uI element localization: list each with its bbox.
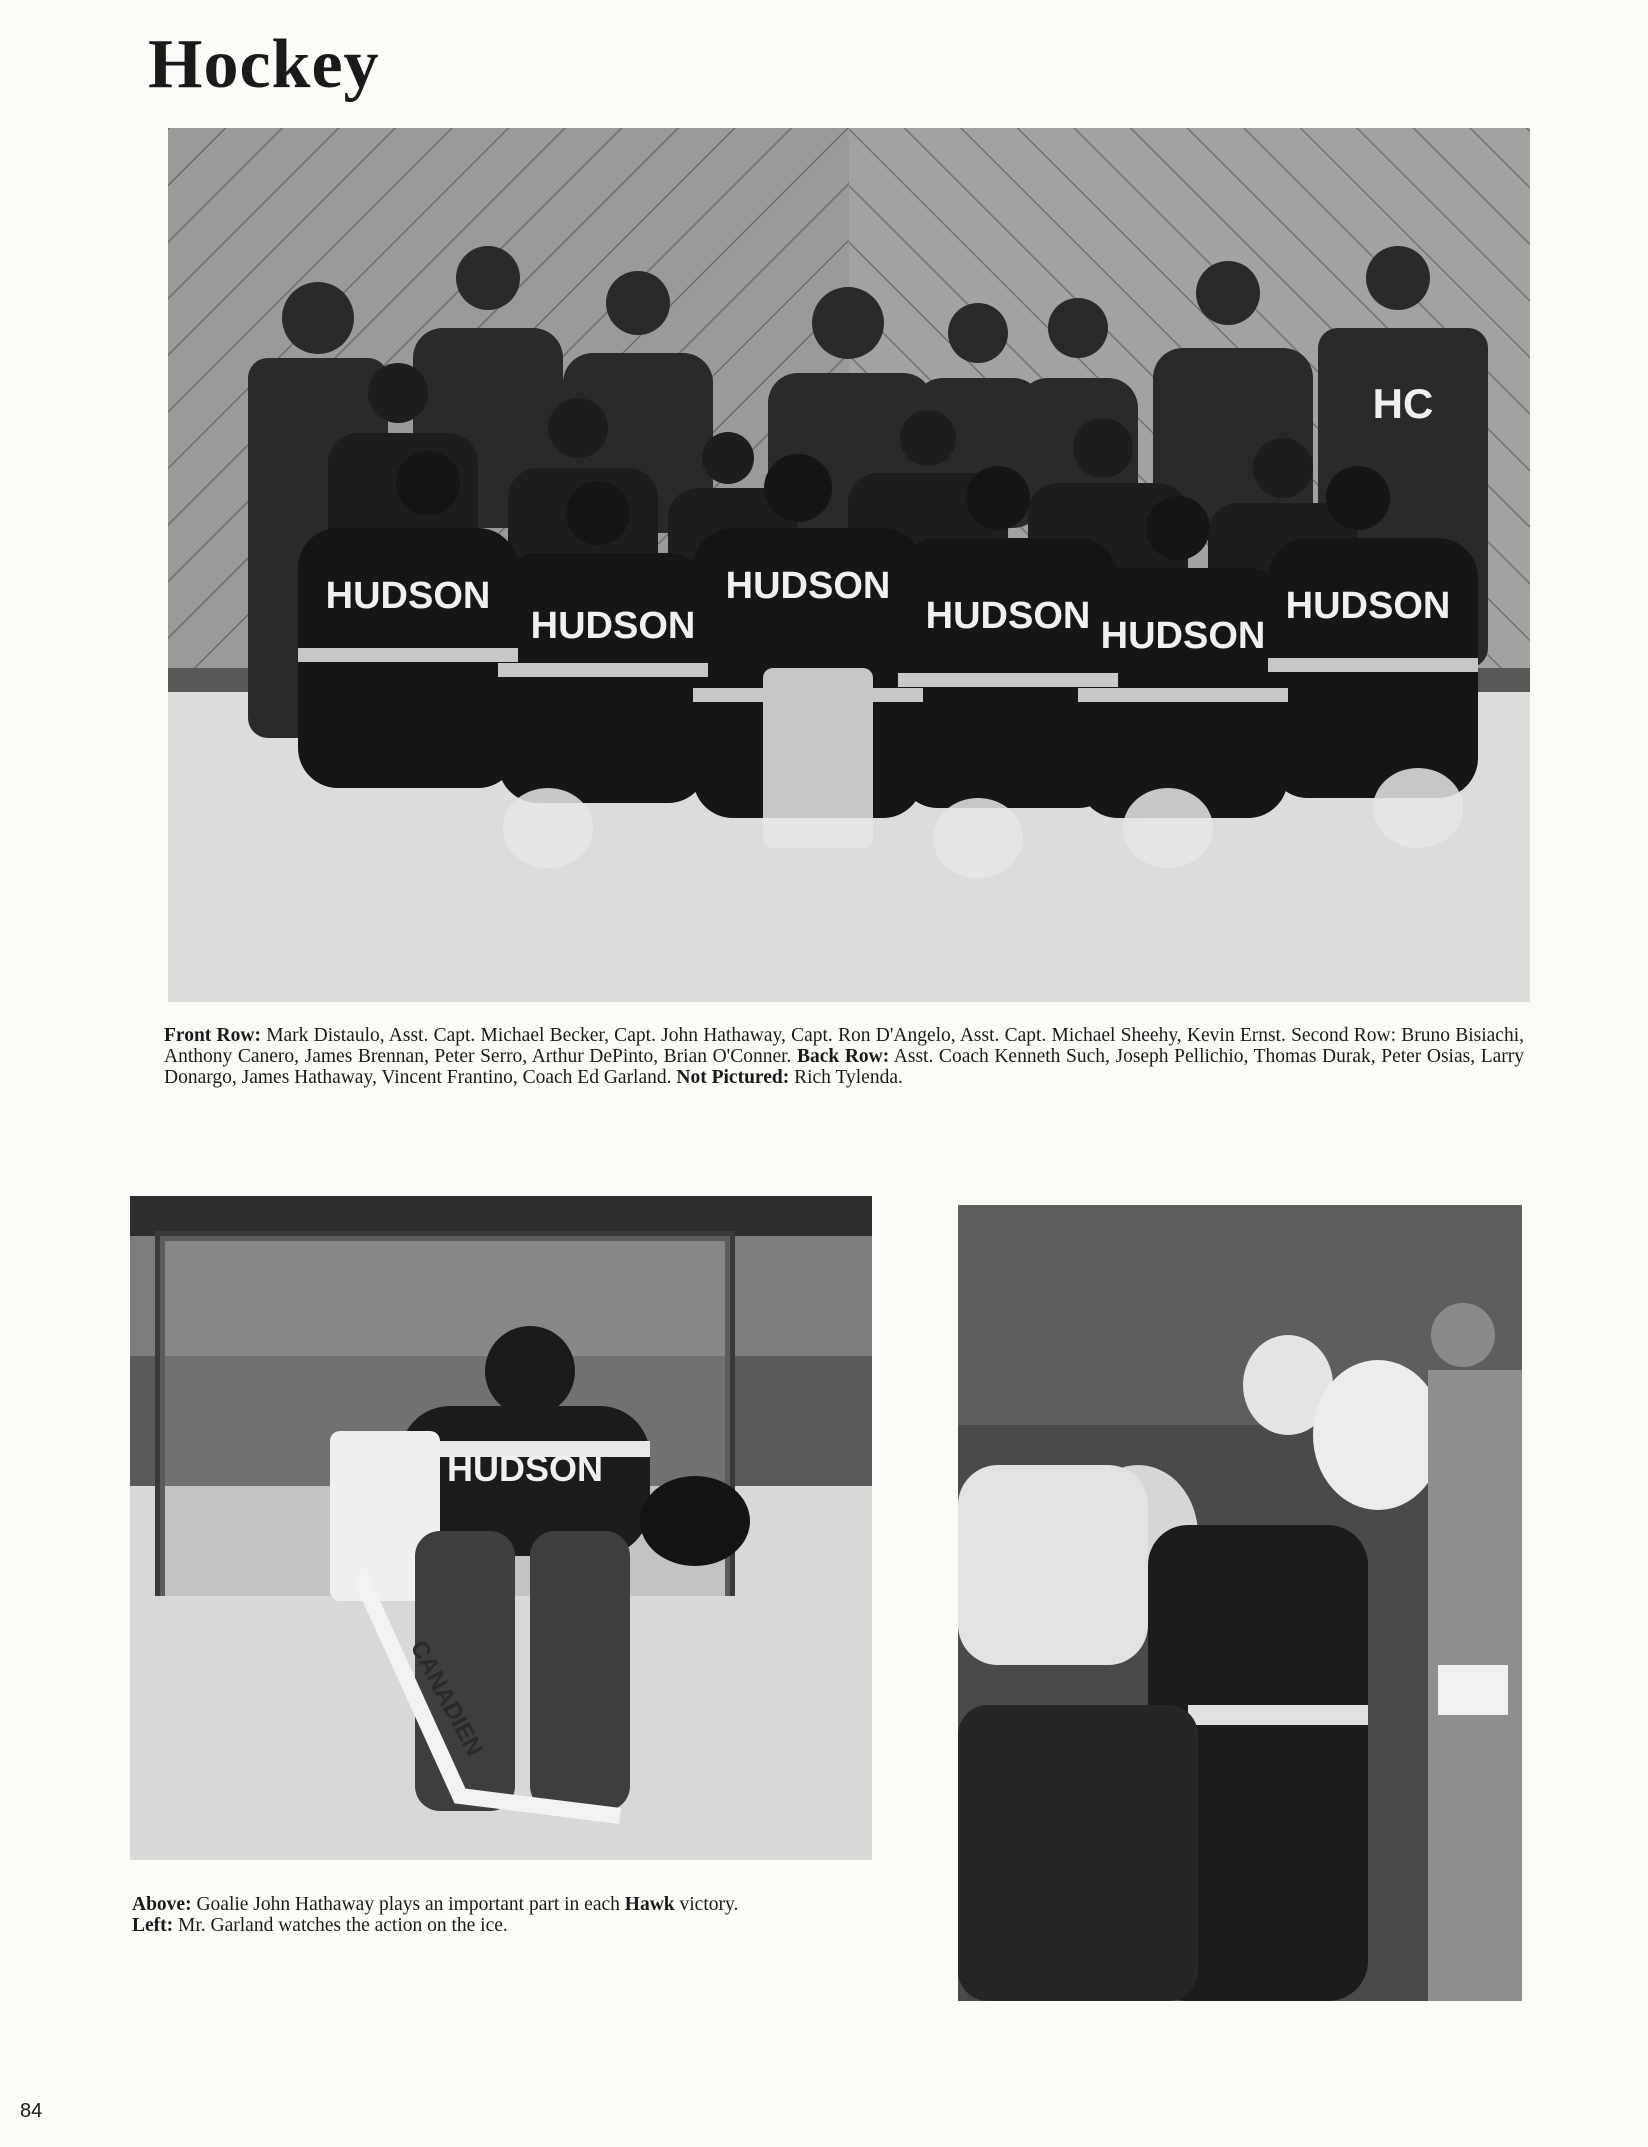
page-title: Hockey	[148, 26, 380, 103]
goalie-caption	[132, 1894, 874, 1936]
above-text: Goalie John Hathaway plays an important part in each	[191, 1894, 625, 1915]
front-row-names: Mark Distaulo, Asst. Capt. Michael Becker, Capt. John Hathaway, Capt. Ron D'Angelo, Asst. Capt. Michael Sheehy, Kevin Ernst. Second Row: Bruno Bisiachi, Anthony Canero, James Brennan, Peter Serro, Arthur DePinto, Brian O'Conner.	[164, 1025, 1524, 1067]
team-jersey-lettering: HUDSON	[725, 565, 891, 607]
team-jersey-lettering: HUDSON	[925, 595, 1091, 637]
back-row-names: Asst. Coach Kenneth Such, Joseph Pellichio, Thomas Durak, Peter Osias, Larry Donargo, James Hathaway, Vincent Frantino, Coach Ed Garland.	[164, 1046, 1524, 1088]
not-pictured-names: Rich Tylenda.	[789, 1067, 903, 1088]
team-caption	[164, 1025, 1524, 1088]
team-jersey-lettering: HUDSON	[325, 575, 491, 617]
left-label: Left:	[132, 1915, 174, 1936]
goalie-jersey-lettering: HUDSON	[446, 1448, 604, 1489]
page-number: 84	[20, 2100, 43, 2122]
front-row-label: Front Row:	[164, 1025, 261, 1046]
coach-jacket-lettering: HC	[1372, 380, 1434, 427]
not-pictured-label: Not Pictured:	[676, 1067, 790, 1088]
stick-lettering: CANADIEN	[404, 1636, 489, 1761]
team-jersey-lettering: HUDSON	[530, 605, 696, 647]
team-jersey-lettering: HUDSON	[1100, 615, 1266, 657]
team-photo	[168, 128, 1530, 1002]
team-jersey-lettering: HUDSON	[1285, 585, 1451, 627]
above-label: Above:	[132, 1894, 192, 1915]
goalie-photo	[130, 1196, 872, 1860]
left-text: Mr. Garland watches the action on the ice.	[173, 1915, 508, 1936]
coach-photo	[958, 1205, 1522, 2001]
above-end: victory.	[674, 1894, 739, 1915]
hawk-word: Hawk	[624, 1894, 675, 1915]
back-row-label: Back Row:	[797, 1046, 890, 1067]
